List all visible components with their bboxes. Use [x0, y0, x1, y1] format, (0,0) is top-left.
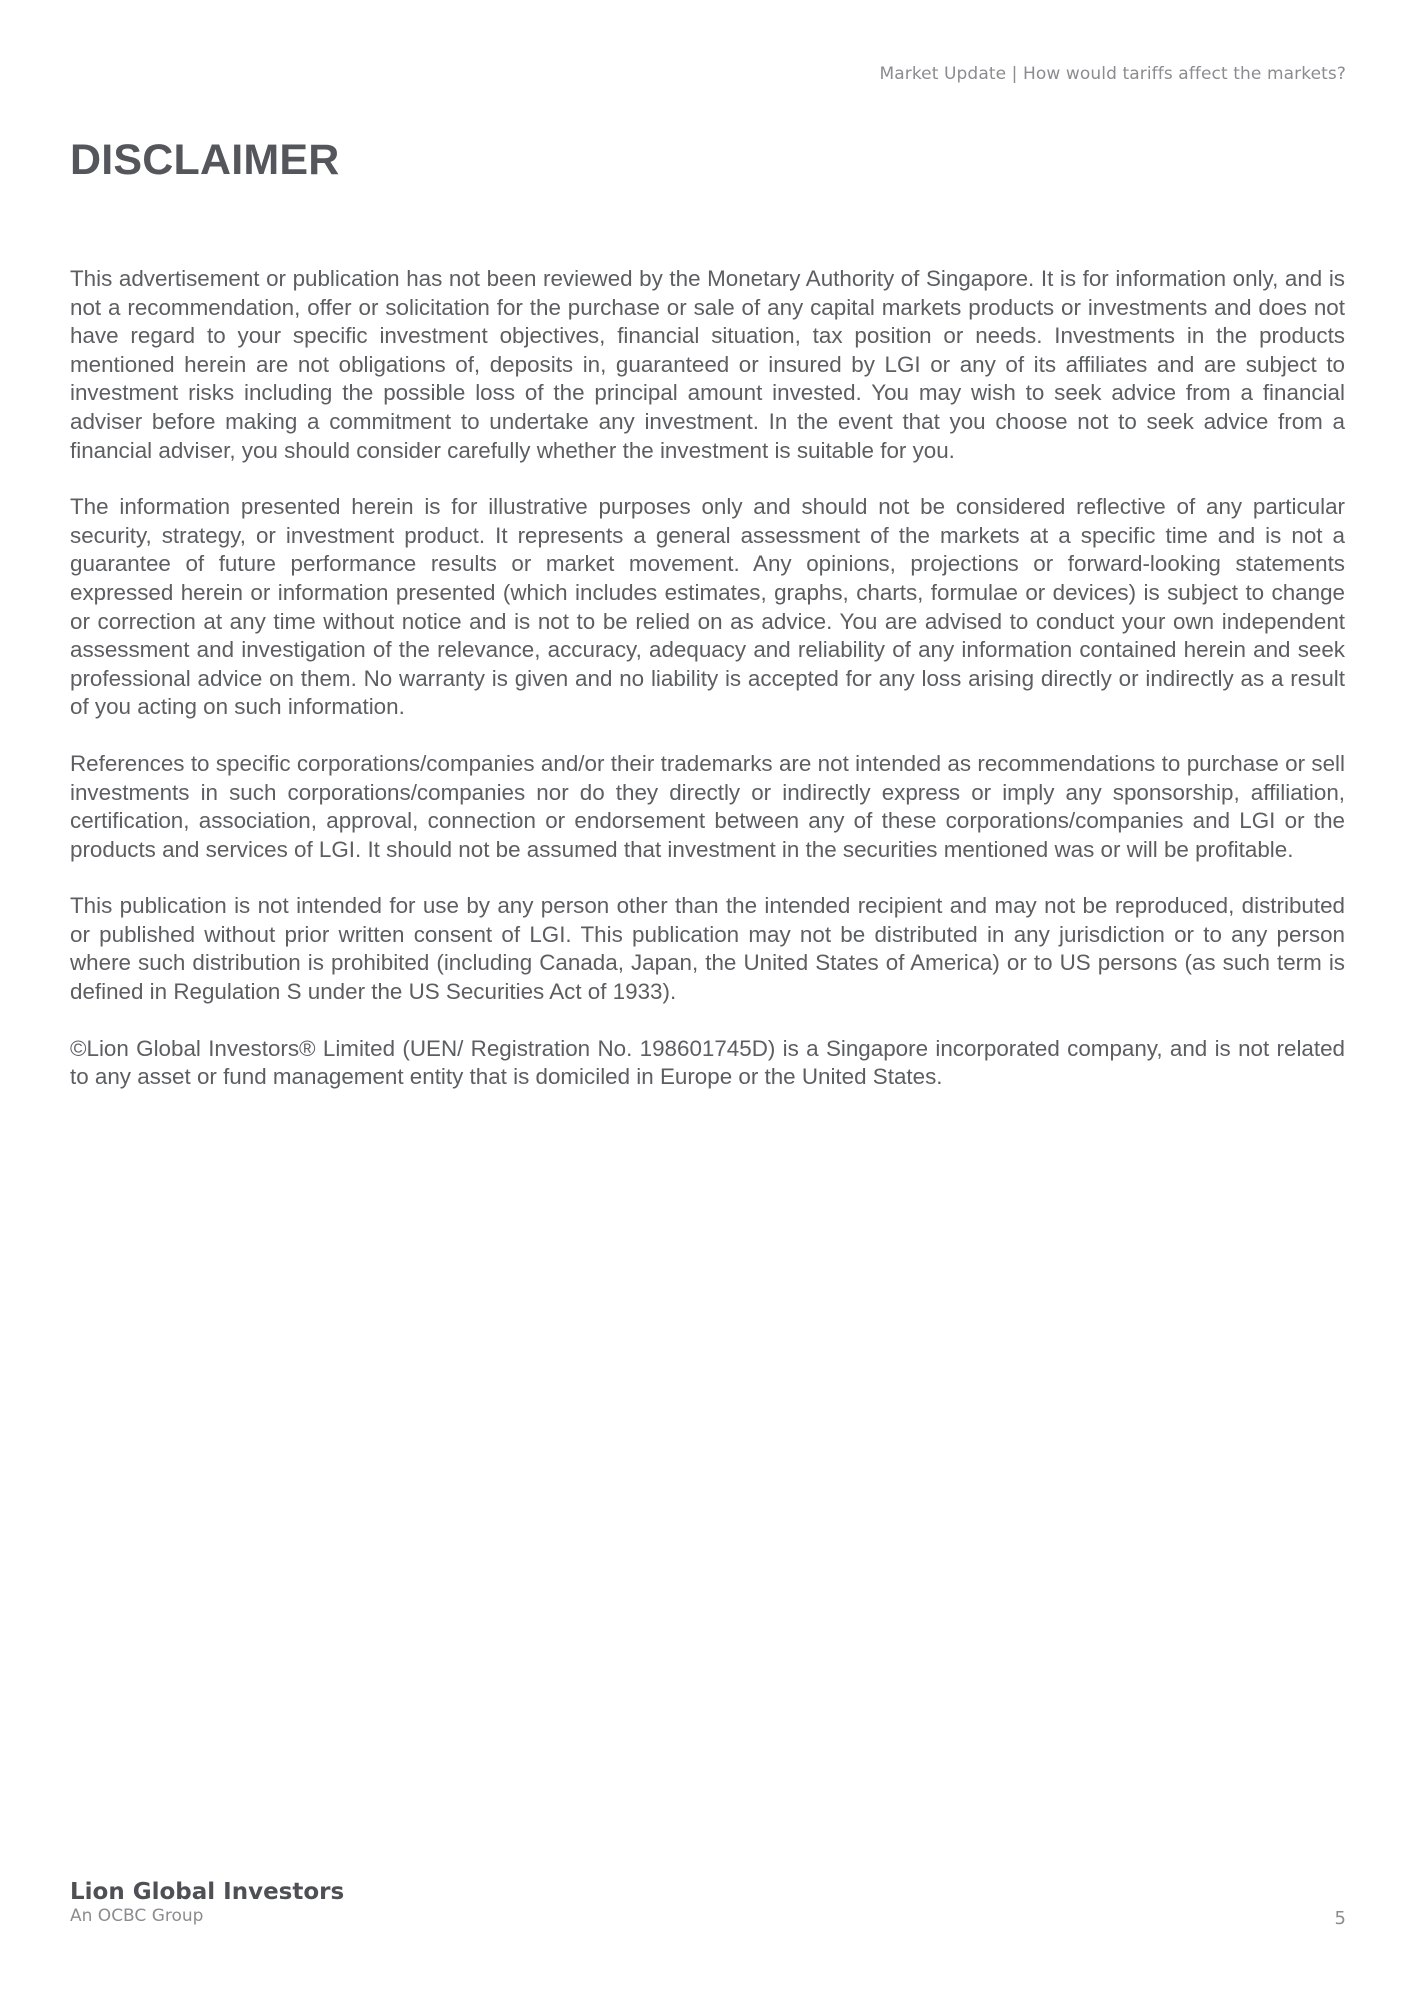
disclaimer-paragraph-references: References to specific corporations/companies and/or their trademarks are not intended as recommendations to purchase or sell investments in such corporations/companies nor do they directly or indirectly express or imply any sponsorship, affiliation, certification, association, approval, connection or endorsement between any of these corporations/companies and LGI or the products and services of LGI. It should not be assumed that investment in the securities mentioned was or will be profitable.	[70, 750, 1345, 862]
footer-company-name: Lion Global Investors	[70, 1879, 345, 1905]
disclaimer-paragraph-mas-review: This advertisement or publication has not been reviewed by the Monetary Authority of Singapore. It is for information only, and is not a recommendation, offer or solicitation for the purchase or sale of any capital markets products or investments and does not have regard to your specific investment objectives, financial situation, tax position or needs. Investments in the products mentioned herein are not obligations of, deposits in, guaranteed or insured by LGI or any of its affiliates and are subject to investment risks including the possible loss of the principal amount invested. You may wish to seek advice from a financial adviser before making a commitment to undertake any investment. In the event that you choose not to seek advice from a financial adviser, you should consider carefully whether the investment is suitable for you.	[70, 266, 1345, 463]
footer-group-tagline: An OCBC Group	[70, 1906, 204, 1926]
disclaimer-paragraph-distribution: This publication is not intended for use by any person other than the intended recipient and may not be reproduced, distributed or published without prior written consent of LGI. This publication may not be distributed in any jurisdiction or to any person where such distribution is prohibited (including Canada, Japan, the United States of America) or to US persons (as such term is defined in Regulation S under the US Securities Act of 1933).	[70, 893, 1345, 1005]
page-title: DISCLAIMER	[70, 136, 340, 184]
disclaimer-paragraph-illustrative-purposes: The information presented herein is for illustrative purposes only and should not be considered reflective of any particular security, strategy, or investment product. It represents a general assessment of the markets at a specific time and is not a guarantee of future performance results or market movement. Any opinions, projections or forward-looking statements expressed herein or information presented (which includes estimates, graphs, charts, formulae or devices) is subject to change or correction at any time without notice and is not to be relied on as advice. You are advised to conduct your own independent assessment and investigation of the relevance, accuracy, adequacy and reliability of any information contained herein and seek professional advice on them. No warranty is given and no liability is accepted for any loss arising directly or indirectly as a result of you acting on such information.	[70, 494, 1345, 720]
disclaimer-paragraph-company-info: ©Lion Global Investors® Limited (UEN/ Registration No. 198601745D) is a Singapore incorporated company, and is not related to any asset or fund management entity that is domiciled in Europe or the United States.	[70, 1035, 1345, 1090]
disclaimer-body	[70, 265, 1345, 1120]
running-header: Market Update | How would tariffs affect the markets?	[879, 64, 1346, 84]
footer-brand	[70, 1878, 344, 1926]
page-number: 5	[1334, 1908, 1346, 1929]
